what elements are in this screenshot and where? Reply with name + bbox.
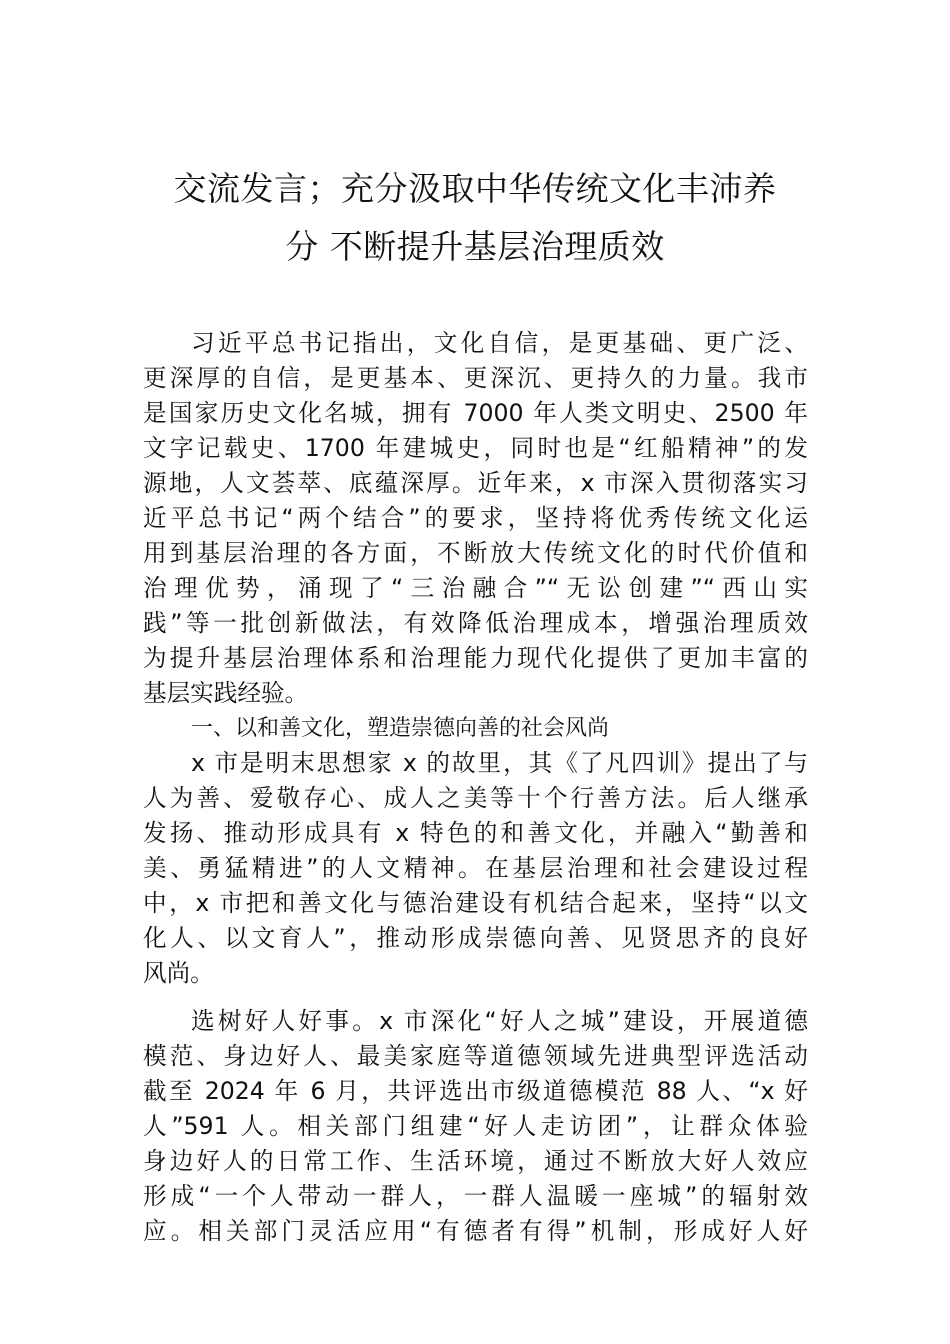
paragraph-line: 化人、以文育人”，推动形成崇德向善、见贤思齐的良好: [143, 924, 808, 952]
paragraph-line: 模范、身边好人、最美家庭等道德领域先进典型评选活动: [143, 1042, 808, 1070]
section-heading: 一、以和善文化，塑造崇德向善的社会风尚: [191, 716, 610, 741]
paragraph-line: x 市是明末思想家 x 的故里，其《了凡四训》提出了与: [191, 749, 808, 777]
paragraph-line: 形成“一个人带动一群人，一群人温暖一座城”的辐射效: [143, 1182, 808, 1210]
paragraph-line: 人”591 人。相关部门组建“好人走访团”，让群众体验: [143, 1112, 808, 1140]
paragraph-spacer: [143, 991, 808, 1004]
paragraph-line: 选树好人好事。x 市深化“好人之城”建设，开展道德: [191, 1007, 808, 1035]
paragraph-line: 中，x 市把和善文化与德治建设有机结合起来，坚持“以文: [143, 889, 808, 917]
paragraph-line: 人为善、爱敬存心、成人之美等十个行善方法。后人继承: [143, 784, 808, 812]
paragraph-line: 美、勇猛精进”的人文精神。在基层治理和社会建设过程: [143, 854, 808, 882]
document-body: [143, 326, 808, 1249]
paragraph-line: 是国家历史文化名城，拥有 7000 年人类文明史、2500 年: [143, 399, 808, 427]
title-line: 分 不断提升基层治理质效: [285, 227, 665, 266]
paragraph-line: 发扬、推动形成具有 x 特色的和善文化，并融入“勤善和: [143, 819, 808, 847]
paragraph-line: 为提升基层治理体系和治理能力现代化提供了更加丰富的: [143, 644, 808, 672]
document-title: [140, 160, 810, 276]
title-line: 交流发言；充分汲取中华传统文化丰沛养: [173, 169, 777, 208]
paragraph-line: 文字记载史、1700 年建城史，同时也是“红船精神”的发: [143, 434, 808, 462]
paragraph-line: 风尚。: [143, 959, 214, 987]
paragraph-line: 基层实践经验。: [143, 679, 309, 707]
paragraph-line: 身边好人的日常工作、生活环境，通过不断放大好人效应: [143, 1147, 808, 1175]
paragraph-line: 治理优势，涌现了“三治融合”“无讼创建”“西山实: [143, 574, 808, 602]
paragraph-line: 践”等一批创新做法，有效降低治理成本，增强治理质效: [143, 609, 808, 637]
paragraph-line: 更深厚的自信，是更基本、更深沉、更持久的力量。我市: [143, 364, 808, 392]
paragraph-line: 应。相关部门灵活应用“有德者有得”机制，形成好人好: [143, 1217, 808, 1245]
paragraph-line: 用到基层治理的各方面，不断放大传统文化的时代价值和: [143, 539, 808, 567]
paragraph-line: 习近平总书记指出，文化自信，是更基础、更广泛、: [191, 329, 808, 357]
paragraph-line: 近平总书记“两个结合”的要求，坚持将优秀传统文化运: [143, 504, 808, 532]
paragraph-line: 源地，人文荟萃、底蕴深厚。近年来，x 市深入贯彻落实习: [143, 469, 808, 497]
paragraph-line: 截至 2024 年 6 月，共评选出市级道德模范 88 人、“x 好: [143, 1077, 808, 1105]
